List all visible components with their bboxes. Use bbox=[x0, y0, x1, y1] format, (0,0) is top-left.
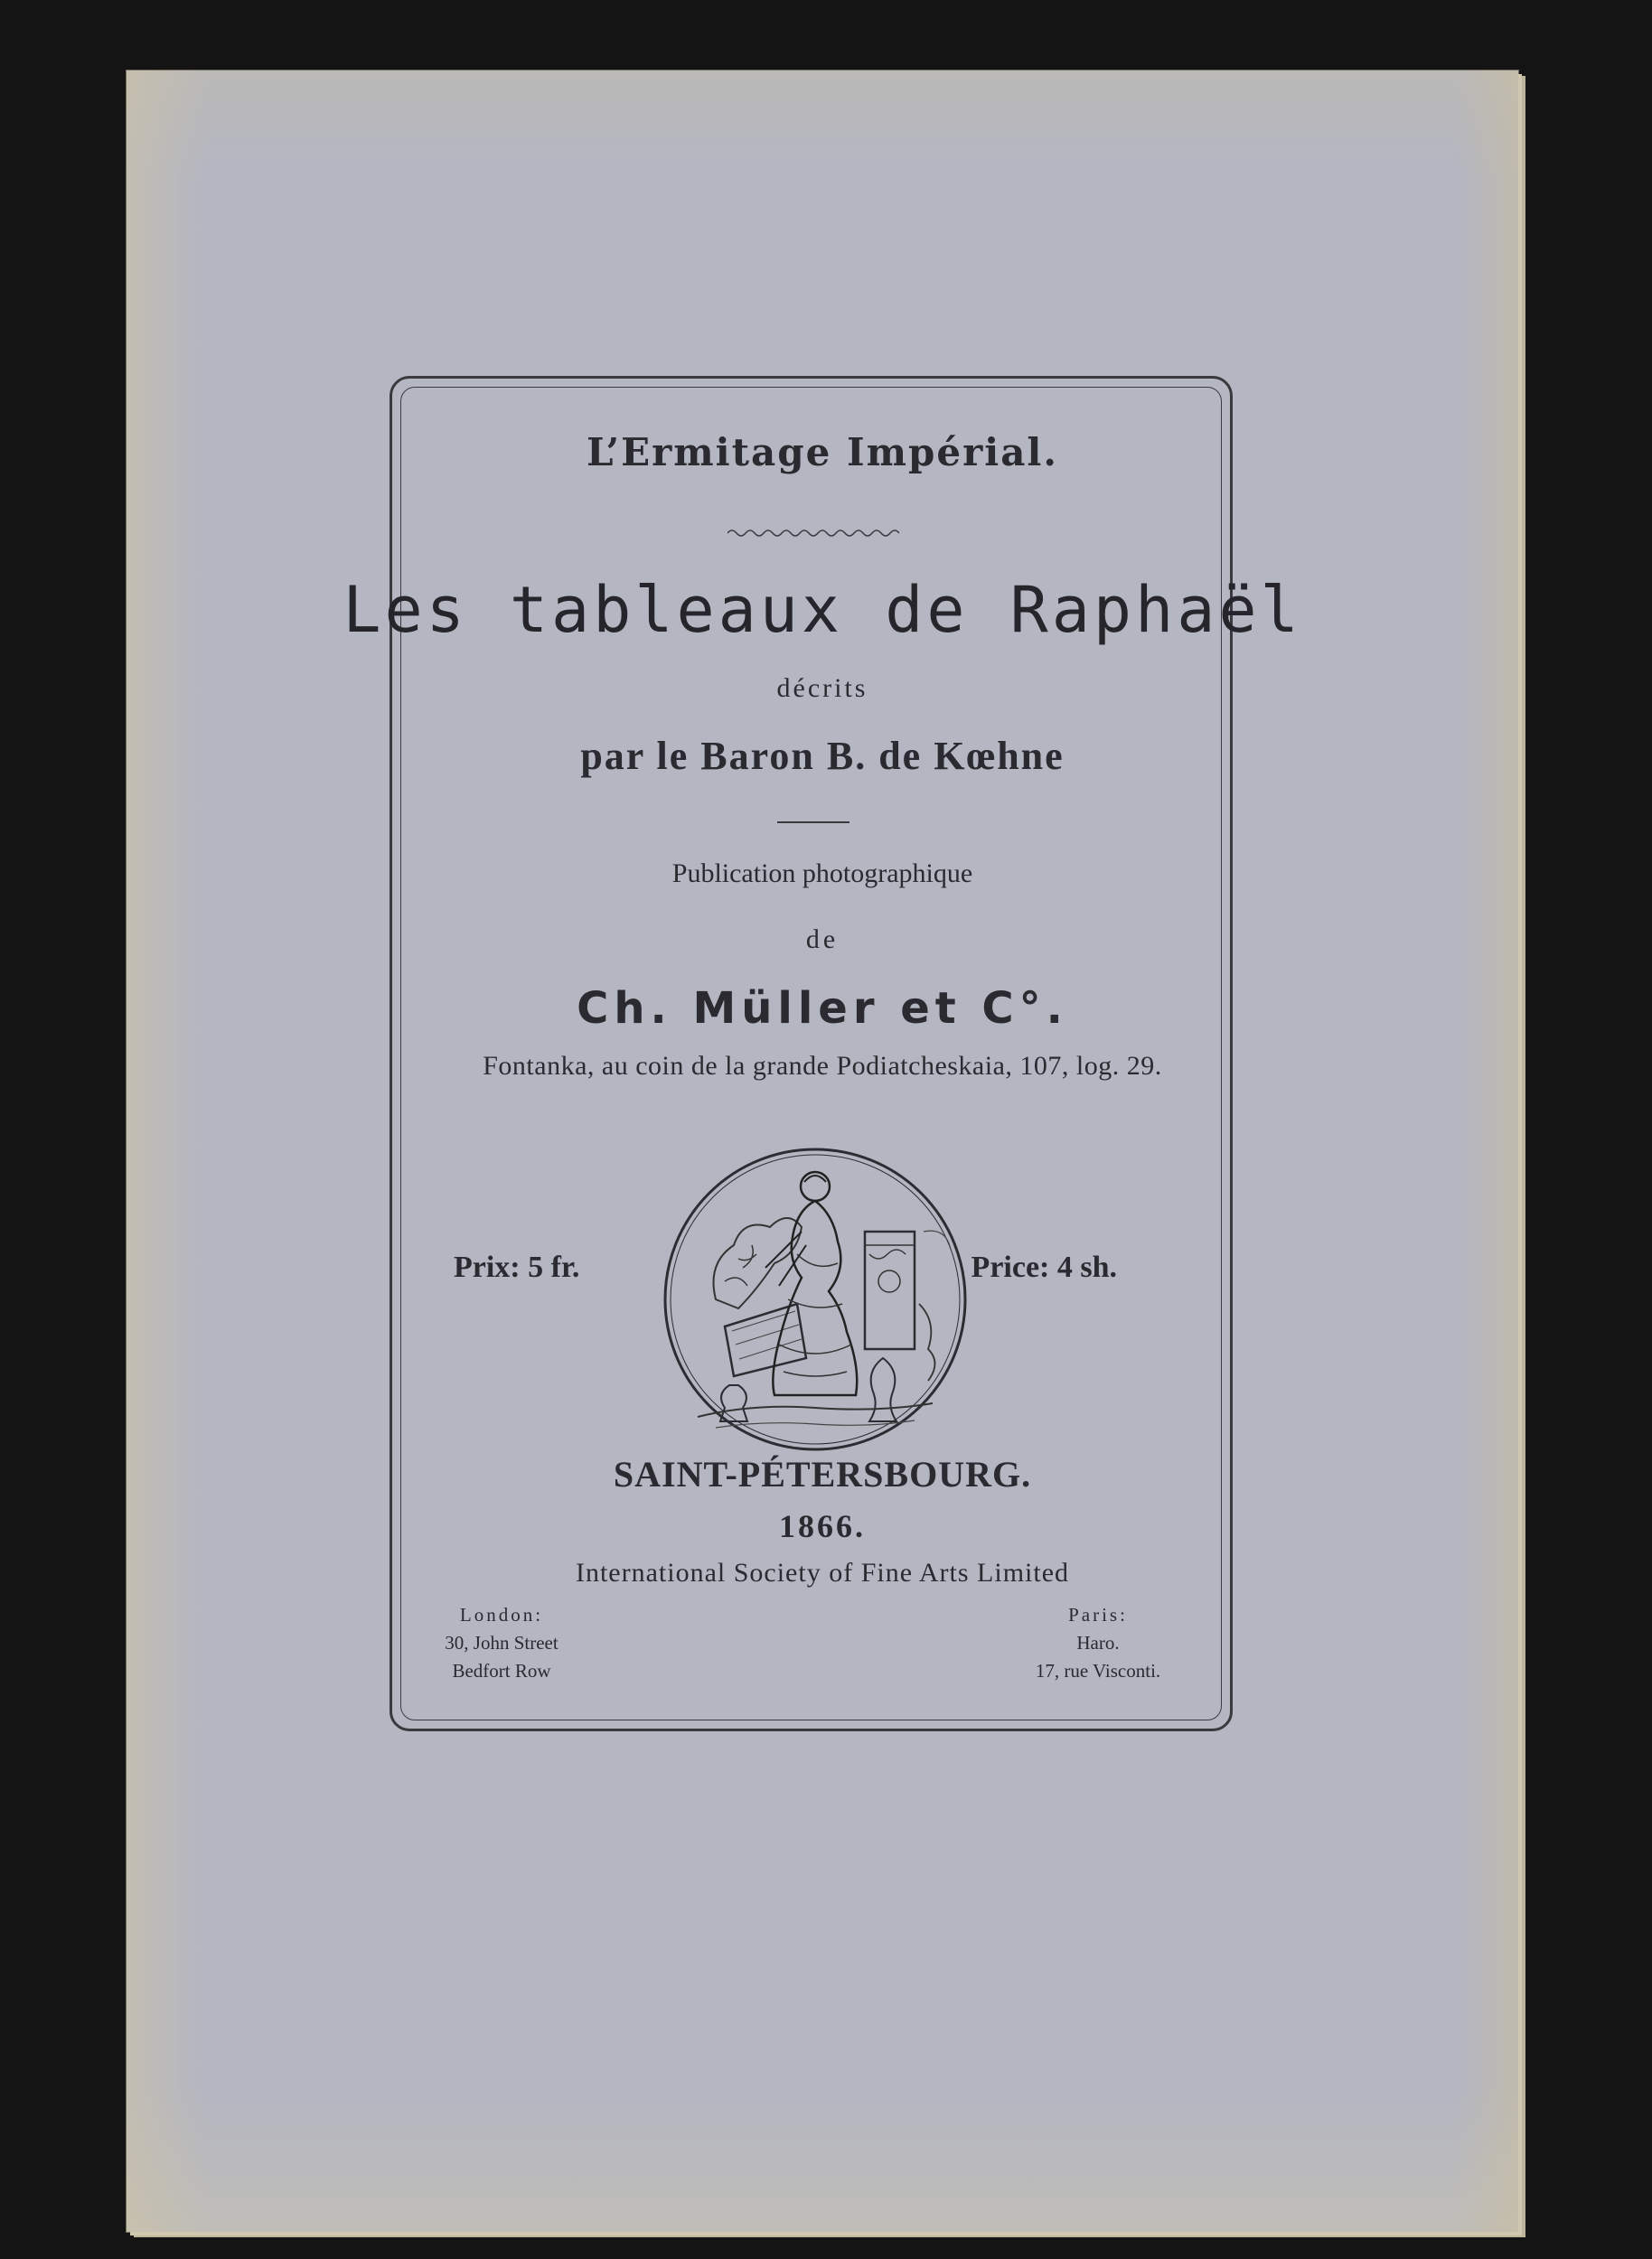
publication-type: Publication photographique bbox=[671, 858, 973, 888]
london-line-2: Bedfort Row bbox=[452, 1660, 551, 1682]
london-address bbox=[425, 1601, 578, 1685]
book-title: Les tableaux de Raphaël bbox=[343, 573, 1302, 647]
wavy-divider bbox=[727, 527, 899, 539]
author-line: par le Baron B. de Kœhne bbox=[580, 734, 1065, 778]
imprint-city: SAINT-PÉTERSBOURG. bbox=[613, 1454, 1032, 1495]
book-cover bbox=[127, 70, 1518, 2232]
preposition-de: de bbox=[805, 924, 840, 954]
london-label: London: bbox=[459, 1604, 544, 1626]
london-line-1: 30, John Street bbox=[445, 1632, 558, 1654]
society-name: International Society of Fine Arts Limited bbox=[575, 1558, 1070, 1588]
paris-label: Paris: bbox=[1068, 1604, 1128, 1626]
allegorical-vignette-illustration bbox=[662, 1146, 969, 1453]
paris-address bbox=[1017, 1601, 1179, 1685]
subtitle: décrits bbox=[776, 673, 868, 703]
paris-line-2: 17, rue Visconti. bbox=[1035, 1660, 1161, 1682]
price-francs: Prix: 5 fr. bbox=[454, 1251, 580, 1284]
publisher-name: Ch. Müller et C°. bbox=[577, 983, 1068, 1034]
series-heading: L’Ermitage Impérial. bbox=[587, 430, 1058, 474]
imprint-year: 1866. bbox=[779, 1508, 866, 1544]
divider-rule bbox=[777, 821, 849, 823]
price-shillings: Price: 4 sh. bbox=[971, 1251, 1117, 1284]
publisher-address: Fontanka, au coin de la grande Podiatcheskaia, 107, log. 29. bbox=[483, 1051, 1162, 1081]
paris-line-1: Haro. bbox=[1076, 1632, 1120, 1654]
